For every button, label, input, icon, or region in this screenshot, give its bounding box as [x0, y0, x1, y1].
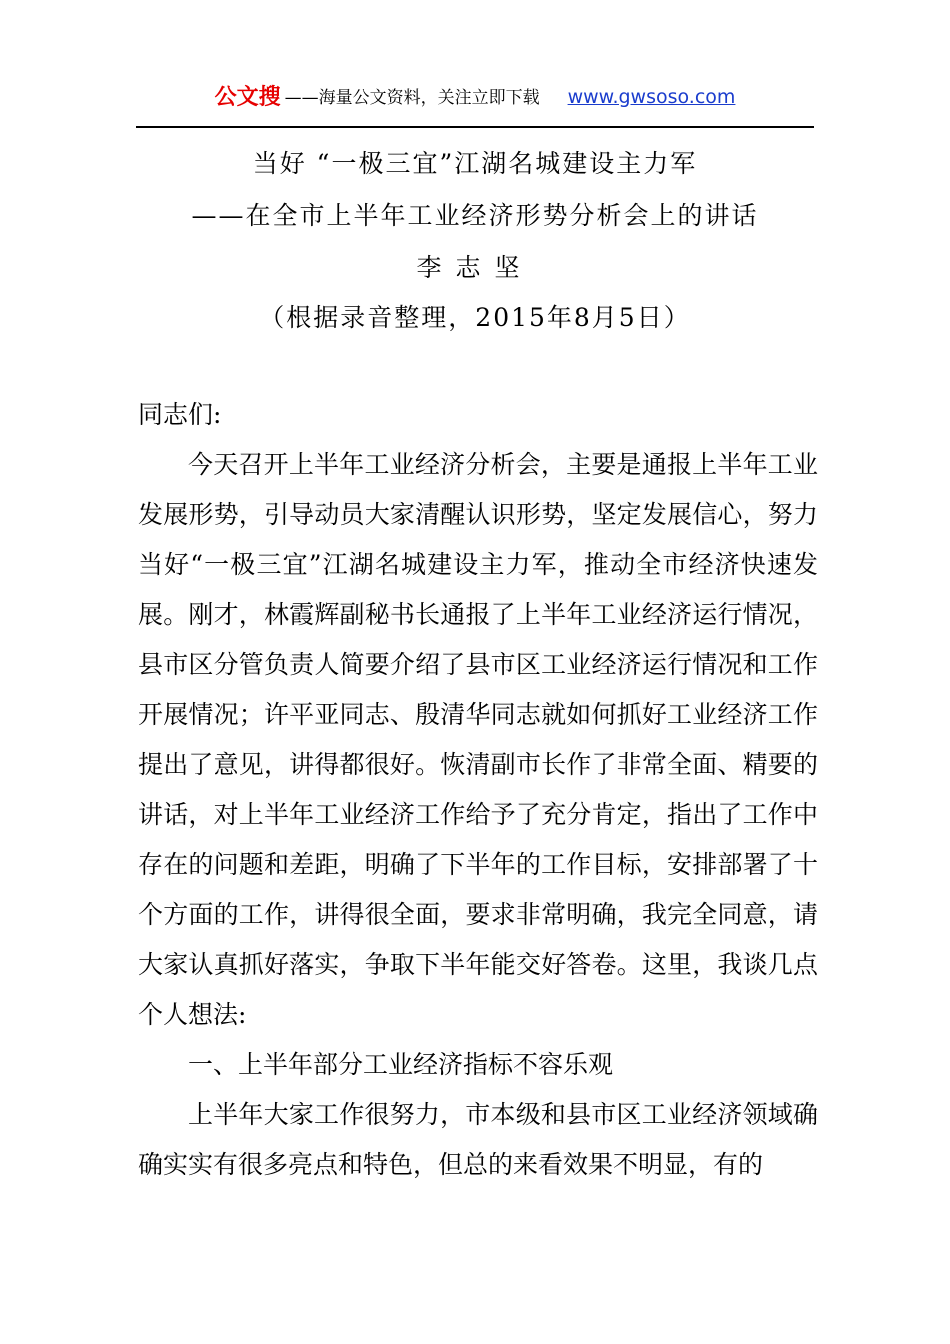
brand-logo-text: 公文搜	[214, 85, 281, 110]
paragraph-2: 上半年大家工作很努力，市本级和县市区工业经济领域确确实实有很多亮点和特色，但总的来看效果不明显，有的	[138, 1100, 818, 1179]
section-heading-1: 一、上半年部分工业经济指标不容乐观	[188, 1050, 614, 1079]
header-divider	[136, 126, 814, 128]
document-body	[138, 390, 818, 1190]
document-author: 李志坚	[416, 253, 534, 282]
document-subtitle: ——在全市上半年工业经济形势分析会上的讲话	[191, 201, 759, 230]
paragraph-1: 今天召开上半年工业经济分析会，主要是通报上半年工业发展形势，引导动员大家清醒认识形势，坚定发展信心，努力当好“一极三宜”江湖名城建设主力军，推动全市经济快速发展。刚才，林霞辉副秘书长通报了上半年工业经济运行情况，县市区分管负责人简要介绍了县市区工业经济运行情况和工作开展情况；许平亚同志、殷清华同志就如何抓好工业经济工作提出了意见，讲得都很好。恢清副市长作了非常全面、精要的讲话，对上半年工业经济工作给予了充分肯定，指出了工作中存在的问题和差距，明确了下半年的工作目标，安排部署了十个方面的工作，讲得很全面，要求非常明确，我完全同意，请大家认真抓好落实，争取下半年能交好答卷。这里，我谈几点个人想法:	[138, 450, 818, 1029]
site-link[interactable]: www.gwsoso.com	[567, 86, 736, 108]
document-note: （根据录音整理，2015年8月5日）	[259, 303, 691, 332]
salutation: 同志们:	[138, 400, 222, 429]
page-header	[0, 80, 950, 114]
document-title: 当好 “一极三宜”江湖名城建设主力军	[252, 149, 698, 178]
header-slogan: ——海量公文资料，关注立即下载	[284, 88, 540, 108]
